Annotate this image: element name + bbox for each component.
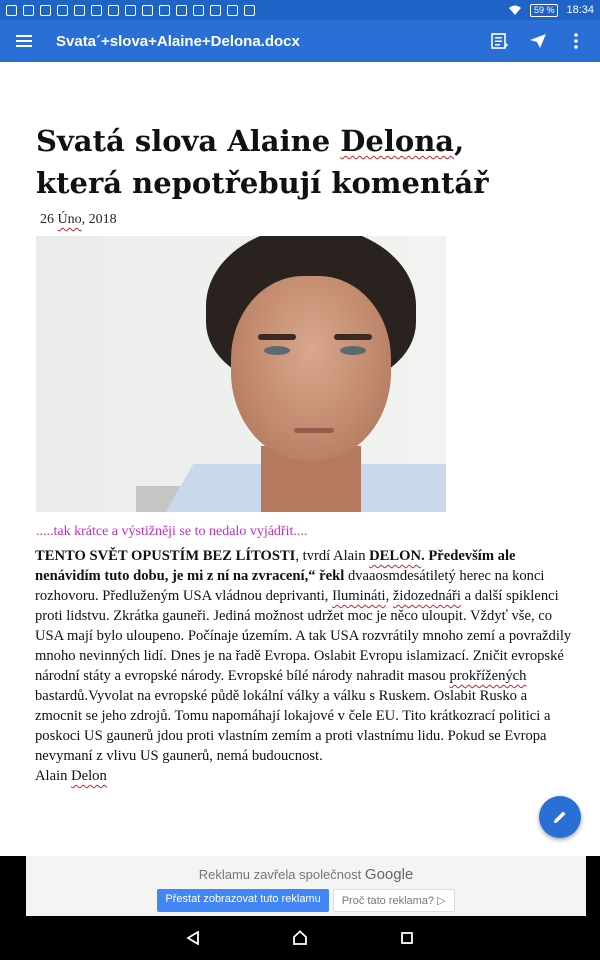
photo-brow bbox=[334, 334, 372, 340]
navigation-bar bbox=[0, 916, 600, 960]
photo-eye bbox=[340, 346, 366, 355]
article-photo bbox=[36, 236, 446, 512]
body-text: a další spiklenci proti lidstvu. Zkrátka gauneři. Jediná možnost udržet moc je něco uloupit. Vždyť vše, co USA mají bylo uloupeno. Počínaje územím. A tak USA rozvrátily mnoho zemí a povraždily mnoho nevinných lidí. Dnes je na řadě Evropa. Oslabit Evropu islamizací. Zničit evropské národní státy a evropské národy. Evropské bílé národy nahradit masou bbox=[35, 588, 572, 684]
notification-icon bbox=[6, 5, 17, 16]
notification-icon bbox=[244, 5, 255, 16]
date-year: , 2018 bbox=[81, 212, 117, 227]
article-date bbox=[40, 212, 572, 228]
app-bar bbox=[0, 20, 600, 62]
more-options-button[interactable] bbox=[562, 27, 590, 55]
spellcheck-word: Delon bbox=[71, 768, 107, 784]
spellcheck-word: Delona bbox=[340, 124, 455, 158]
why-ad-button[interactable]: Proč tato reklama? ▷ bbox=[333, 889, 455, 912]
ad-closed-message bbox=[26, 866, 586, 883]
body-text: dvaaosmdesátiletý herec na konci rozhovoru. Předluženým USA vládnou deprivanti, bbox=[35, 568, 545, 604]
notification-icon bbox=[40, 5, 51, 16]
recents-icon[interactable] bbox=[400, 931, 414, 945]
send-button[interactable] bbox=[524, 27, 552, 55]
notification-icon bbox=[159, 5, 170, 16]
spellcheck-word: Ilumináti bbox=[332, 588, 386, 604]
notification-icon bbox=[74, 5, 85, 16]
photo-eye bbox=[264, 346, 290, 355]
article-headline bbox=[36, 120, 556, 204]
home-icon[interactable] bbox=[292, 930, 308, 946]
notification-icon bbox=[176, 5, 187, 16]
spellcheck-word: židozednáři bbox=[392, 588, 461, 604]
notification-icon bbox=[91, 5, 102, 16]
spellcheck-word: DELON bbox=[369, 548, 422, 564]
body-bold: . Především ale nenávidím tuto dobu, je mi z ní na zvracení,“ řekl bbox=[35, 548, 516, 584]
notification-icon bbox=[210, 5, 221, 16]
menu-button[interactable] bbox=[0, 20, 48, 62]
notification-icons bbox=[6, 5, 255, 16]
body-text: bastardů.Vyvolat na evropské půdě lokální války a válku s Ruskem. Oslabit Rusko a zmocnit se jeho zdrojů. Tomu napomáhají lokajové v čele EU. Tito krátkozrací politici a poskoci US gaunerů jdou proti vlastním zemím a proti vlastnímu lidu. Pokud se Evropa nevymaní z vlivu US gaunerů, nemá budoucnost. bbox=[35, 688, 551, 764]
wifi-icon bbox=[508, 5, 522, 16]
google-logo: Google bbox=[364, 866, 414, 883]
reader-mode-icon bbox=[491, 33, 509, 49]
document-page[interactable] bbox=[0, 62, 600, 856]
notification-icon bbox=[142, 5, 153, 16]
article-body bbox=[35, 546, 575, 786]
body-bold: TENTO SVĚT OPUSTÍM BEZ LÍTOSTI bbox=[35, 548, 296, 564]
headline-text: , která nepotřebují komentář bbox=[36, 124, 489, 200]
photo-caption: .....tak krátce a výstižněji se to nedalo vyjádřit.... bbox=[36, 524, 308, 539]
stop-ad-button[interactable]: Přestat zobrazovat tuto reklamu bbox=[157, 889, 328, 912]
signature: Alain bbox=[35, 768, 72, 784]
pencil-icon bbox=[552, 809, 568, 825]
body-text: , bbox=[385, 588, 393, 604]
notification-icon bbox=[57, 5, 68, 16]
more-vert-icon bbox=[574, 33, 578, 49]
back-icon[interactable] bbox=[186, 931, 200, 945]
notification-icon bbox=[125, 5, 136, 16]
clock: 18:34 bbox=[566, 4, 594, 16]
spellcheck-word: Úno bbox=[57, 212, 82, 227]
document-title: Svata´+slova+Alaine+Delona.docx bbox=[56, 32, 300, 50]
date-day: 26 bbox=[40, 212, 58, 227]
battery-indicator: 59 % bbox=[530, 4, 559, 17]
notification-icon bbox=[227, 5, 238, 16]
photo-face bbox=[231, 276, 391, 461]
notification-icon bbox=[108, 5, 119, 16]
spellcheck-word: prokřížených bbox=[449, 668, 527, 684]
body-text: , tvrdí Alain bbox=[295, 548, 370, 564]
notification-icon bbox=[23, 5, 34, 16]
ad-text: Reklamu zavřela společnost bbox=[198, 867, 365, 882]
edit-fab[interactable] bbox=[539, 796, 581, 838]
notification-icon bbox=[193, 5, 204, 16]
send-icon bbox=[529, 33, 547, 49]
reader-mode-button[interactable] bbox=[486, 27, 514, 55]
headline-text: Svatá slova Alaine bbox=[36, 124, 341, 158]
photo-brow bbox=[258, 334, 296, 340]
status-bar bbox=[0, 0, 600, 20]
ad-banner bbox=[26, 856, 586, 916]
hamburger-icon bbox=[16, 35, 32, 47]
photo-mouth bbox=[294, 428, 334, 433]
